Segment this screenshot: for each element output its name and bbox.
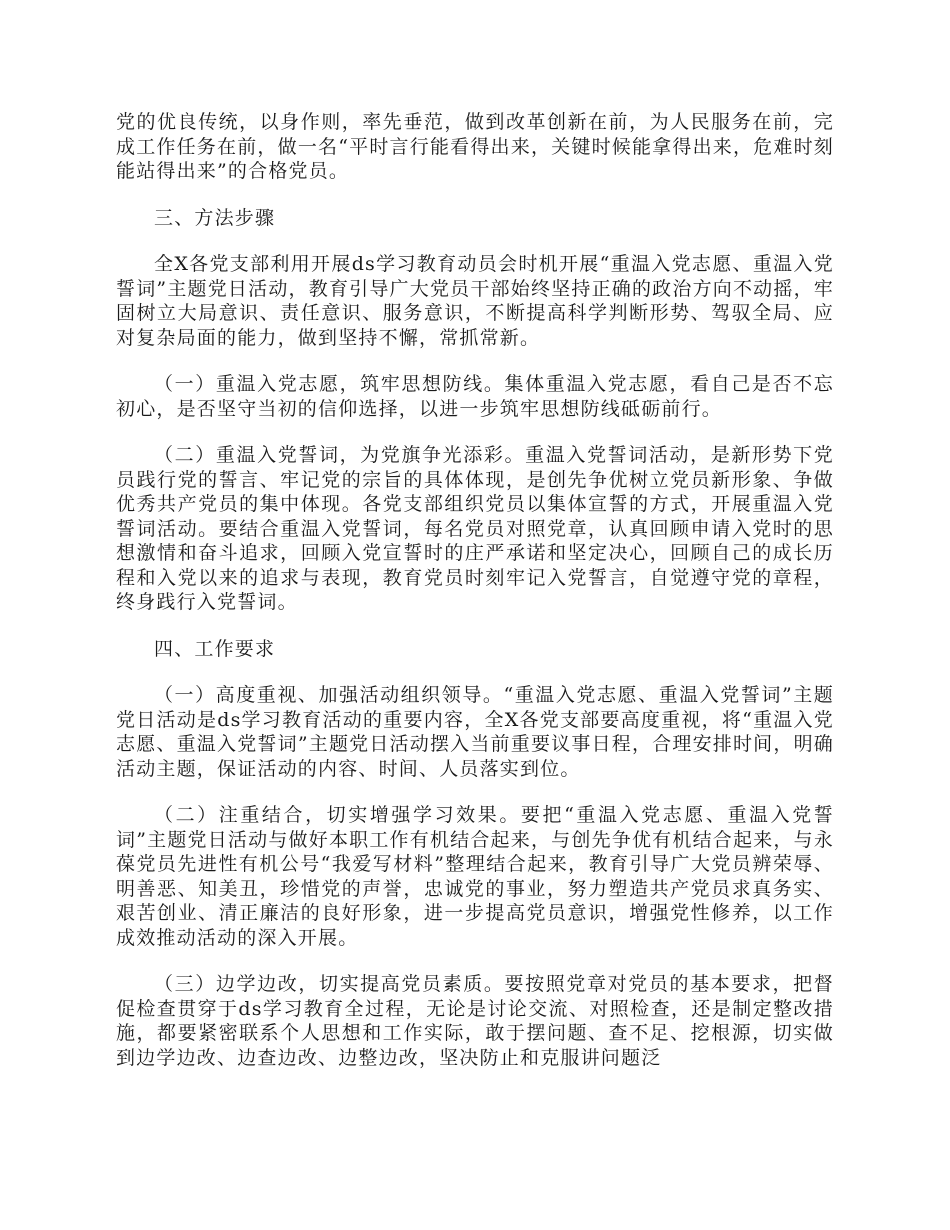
paragraph-party-tradition: 党的优良传统，以身作则，率先垂范，做到改革创新在前，为人民服务在前，完成工作任务在前，做一名“平时言行能看得出来，关键时候能拿得出来，危难时刻能站得出来”的合格党员。 [116,111,834,182]
section-heading-requirements: 四、工作要求 [154,637,276,660]
paragraph-method-2: （二）重温入党誓词，为党旗争光添彩。重温入党誓词活动，是新形势下党员践行党的誓言、牢记党的宗旨的具体体现，是创先争优树立党员新形象、争做优秀共产党员的集中体现。各党支部组织党员以集体宣誓的方式，开展重温入党誓词活动。要结合重温入党誓词，每名党员对照党章，认真回顾申请入党时的思想激情和奋斗追求，回顾入党宣誓时的庄严承诺和坚定决心，回顾自己的成长历程和入党以来的追求与表现，教育党员时刻牢记入党誓言，自觉遵守党的章程，终身践行入党誓词。 [116,444,834,613]
section-heading-methods: 三、方法步骤 [154,206,276,229]
paragraph-requirement-3: （三）边学边改，切实提高党员素质。要按照党章对党员的基本要求，把督促检查贯穿于ds学习教育全过程，无论是讨论交流、对照检查，还是制定整改措施，都要紧密联系个人思想和工作实际，敢于摆问题、查不足、挖根源，切实做到边学边改、边查边改、边整边改，坚决防止和克服讲问题泛 [116,973,834,1069]
paragraph-methods-intro: 全X各党支部利用开展ds学习教育动员会时机开展“重温入党志愿、重温入党誓词”主题党日活动，教育引导广大党员干部始终坚持正确的政治方向不动摇，牢固树立大局意识、责任意识、服务意识，不断提高科学判断形势、驾驭全局、应对复杂局面的能力，做到坚持不懈，常抓常新。 [116,253,834,349]
paragraph-requirement-1: （一）高度重视、加强活动组织领导。“重温入党志愿、重温入党誓词”主题党日活动是ds学习教育活动的重要内容，全X各党支部要高度重视，将“重温入党志愿、重温入党誓词”主题党日活动摆入当前重要议事日程，合理安排时间，明确活动主题，保证活动的内容、时间、人员落实到位。 [116,684,834,780]
document-body [116,110,834,1092]
paragraph-requirement-2: （二）注重结合，切实增强学习效果。要把“重温入党志愿、重温入党誓词”主题党日活动与做好本职工作有机结合起来，与创先争优有机结合起来，与永葆党员先进性有机公号“我爱写材料”整理结合起来，教育引导广大党员辨荣辱、明善恶、知美丑，珍惜党的声誉，忠诚党的事业，努力塑造共产党员求真务实、艰苦创业、清正廉洁的良好形象，进一步提高党员意识，增强党性修养，以工作成效推动活动的深入开展。 [116,804,834,949]
paragraph-method-1: （一）重温入党志愿，筑牢思想防线。集体重温入党志愿，看自己是否不忘初心，是否坚守当初的信仰选择，以进一步筑牢思想防线砥砺前行。 [116,373,834,420]
